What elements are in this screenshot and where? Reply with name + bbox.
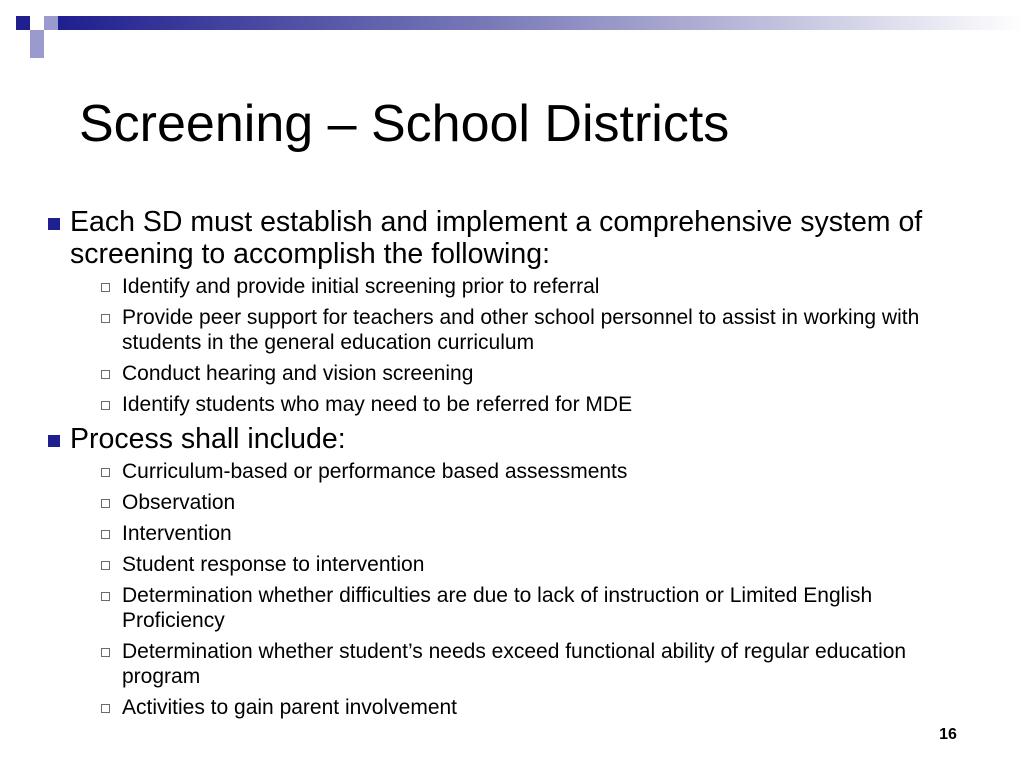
sub-bullet-text: Student response to intervention: [122, 553, 425, 576]
sub-bullet-text: Provide peer support for teachers and other school personnel to assist in working with students in the general education curriculum: [122, 306, 920, 354]
sub-bullet-text: Identify students who may need to be referred for MDE: [122, 393, 633, 416]
header-decoration-square-4: [30, 44, 44, 58]
hollow-square-bullet-icon: [101, 314, 110, 323]
bullet-text: Process shall include:: [70, 423, 346, 455]
filled-square-bullet-icon: [48, 218, 60, 230]
hollow-square-bullet-icon: [101, 283, 110, 292]
hollow-square-bullet-icon: [101, 561, 110, 570]
hollow-square-bullet-icon: [101, 592, 110, 601]
hollow-square-bullet-icon: [101, 530, 110, 539]
filled-square-bullet-icon: [48, 435, 60, 447]
sub-bullet-item: [98, 274, 976, 299]
header-decoration-square-2: [30, 30, 44, 44]
bullet-item: [46, 423, 976, 720]
sub-bullet-text: Conduct hearing and vision screening: [122, 362, 474, 385]
sub-bullet-text: Curriculum-based or performance based assessments: [122, 460, 628, 483]
header-decoration-square-1: [16, 16, 30, 30]
header-decoration-square-7: [30, 16, 44, 30]
page-number: 16: [939, 726, 957, 743]
hollow-square-bullet-icon: [101, 468, 110, 477]
sub-bullet-text: Intervention: [122, 522, 232, 545]
header-decoration-square-6: [44, 30, 58, 44]
sub-bullet-item: [98, 695, 976, 720]
sub-bullet-text: Identify and provide initial screening prior to referral: [122, 275, 600, 298]
header-gradient-band: [58, 16, 1024, 30]
sub-bullet-item: [98, 392, 976, 417]
sub-bullet-item: [98, 552, 976, 577]
slide-body: [46, 206, 976, 726]
bullet-item: [46, 206, 976, 417]
sub-bullet-item: [98, 639, 976, 689]
hollow-square-bullet-icon: [101, 401, 110, 410]
bullet-text: Each SD must establish and implement a comprehensive system of screening to accomplish the following:: [70, 206, 923, 270]
sub-bullet-item: [98, 305, 976, 355]
bullet-list: [46, 206, 976, 720]
sub-bullet-list: [70, 274, 976, 417]
sub-bullet-item: [98, 361, 976, 386]
slide-title: Screening – School Districts: [79, 95, 730, 153]
sub-bullet-item: [98, 459, 976, 484]
sub-bullet-item: [98, 490, 976, 515]
header-decoration-square-5: [16, 30, 30, 44]
hollow-square-bullet-icon: [101, 370, 110, 379]
sub-bullet-text: Observation: [122, 491, 236, 514]
sub-bullet-item: [98, 583, 976, 633]
sub-bullet-list: [70, 459, 976, 720]
hollow-square-bullet-icon: [101, 499, 110, 508]
hollow-square-bullet-icon: [101, 704, 110, 713]
sub-bullet-text: Determination whether student’s needs exceed functional ability of regular education program: [122, 640, 907, 688]
hollow-square-bullet-icon: [101, 648, 110, 657]
header-decoration-square-3: [44, 16, 58, 30]
sub-bullet-text: Determination whether difficulties are due to lack of instruction or Limited English Proficiency: [122, 584, 873, 632]
sub-bullet-text: Activities to gain parent involvement: [122, 696, 458, 719]
sub-bullet-item: [98, 521, 976, 546]
